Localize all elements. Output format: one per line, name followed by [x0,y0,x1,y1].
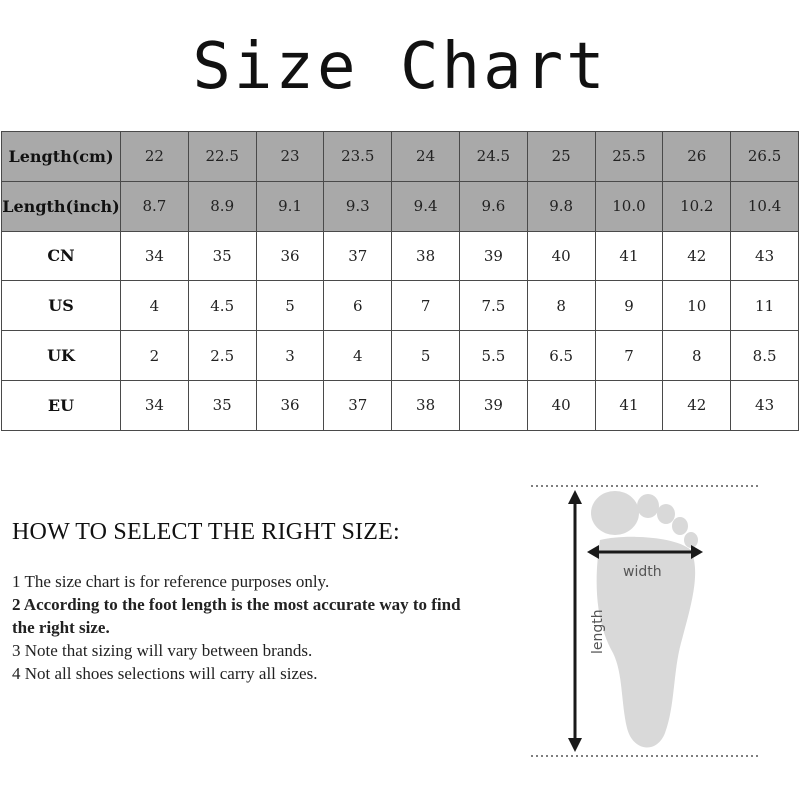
howto-note: 1 The size chart is for reference purposes only. [12,572,330,591]
table-cell: 8.7 [121,181,189,231]
table-cell: 41 [595,231,663,281]
table-cell: 42 [663,231,731,281]
table-cell: 23 [256,132,324,182]
table-cell: 10.4 [731,181,799,231]
table-cell: 9.1 [256,181,324,231]
table-cell: 10.0 [595,181,663,231]
table-cell: 3 [256,331,324,381]
table-cell: 11 [731,281,799,331]
table-cell: 7.5 [459,281,527,331]
table-row [2,181,799,231]
table-cell: 9.4 [392,181,460,231]
row-label: US [2,281,121,331]
howto-notes [12,570,482,685]
row-label: EU [2,380,121,430]
size-table-body [2,132,799,431]
table-cell: 38 [392,231,460,281]
table-cell: 25.5 [595,132,663,182]
table-cell: 43 [731,380,799,430]
page-title: Size Chart [192,30,608,104]
table-cell: 8 [663,331,731,381]
footprint-icon [591,491,698,747]
table-cell: 2.5 [188,331,256,381]
table-cell: 41 [595,380,663,430]
table-cell: 36 [256,380,324,430]
table-cell: 5 [392,331,460,381]
table-cell: 40 [527,231,595,281]
table-cell: 40 [527,380,595,430]
table-cell: 9.3 [324,181,392,231]
table-cell: 4 [121,281,189,331]
table-cell: 39 [459,231,527,281]
table-cell: 9.8 [527,181,595,231]
table-cell: 43 [731,231,799,281]
howto-note: 3 Note that sizing will vary between brands. [12,641,313,660]
howto-note: 4 Not all shoes selections will carry all sizes. [12,664,318,683]
table-cell: 5.5 [459,331,527,381]
table-cell: 35 [188,380,256,430]
row-label: Length(inch) [2,181,121,231]
table-cell: 10.2 [663,181,731,231]
row-label: Length(cm) [2,132,121,182]
table-cell: 24 [392,132,460,182]
table-cell: 34 [121,231,189,281]
table-cell: 10 [663,281,731,331]
table-cell: 34 [121,380,189,430]
table-cell: 8.9 [188,181,256,231]
table-cell: 2 [121,331,189,381]
length-arrow [568,490,582,752]
howto-note: 2 According to the foot length is the most accurate way to find the right size. [12,595,461,637]
table-cell: 42 [663,380,731,430]
table-cell: 8.5 [731,331,799,381]
table-cell: 37 [324,231,392,281]
table-cell: 6.5 [527,331,595,381]
table-cell: 39 [459,380,527,430]
row-label: UK [2,331,121,381]
table-cell: 36 [256,231,324,281]
table-cell: 38 [392,380,460,430]
table-cell: 26 [663,132,731,182]
table-cell: 9.6 [459,181,527,231]
table-cell: 6 [324,281,392,331]
table-cell: 9 [595,281,663,331]
table-cell: 7 [595,331,663,381]
table-cell: 37 [324,380,392,430]
table-cell: 22 [121,132,189,182]
table-cell: 7 [392,281,460,331]
table-cell: 24.5 [459,132,527,182]
foot-measure-diagram [525,478,765,768]
table-cell: 4 [324,331,392,381]
length-label: length [590,609,606,654]
table-cell: 8 [527,281,595,331]
size-table [1,131,799,431]
table-cell: 23.5 [324,132,392,182]
table-row [2,380,799,430]
table-cell: 35 [188,231,256,281]
row-label: CN [2,231,121,281]
table-cell: 22.5 [188,132,256,182]
table-cell: 25 [527,132,595,182]
table-cell: 4.5 [188,281,256,331]
table-row [2,331,799,381]
howto-heading: HOW TO SELECT THE RIGHT SIZE: [12,519,400,545]
width-label: width [623,564,662,580]
table-cell: 5 [256,281,324,331]
table-cell: 26.5 [731,132,799,182]
table-row [2,132,799,182]
table-row [2,231,799,281]
table-row [2,281,799,331]
